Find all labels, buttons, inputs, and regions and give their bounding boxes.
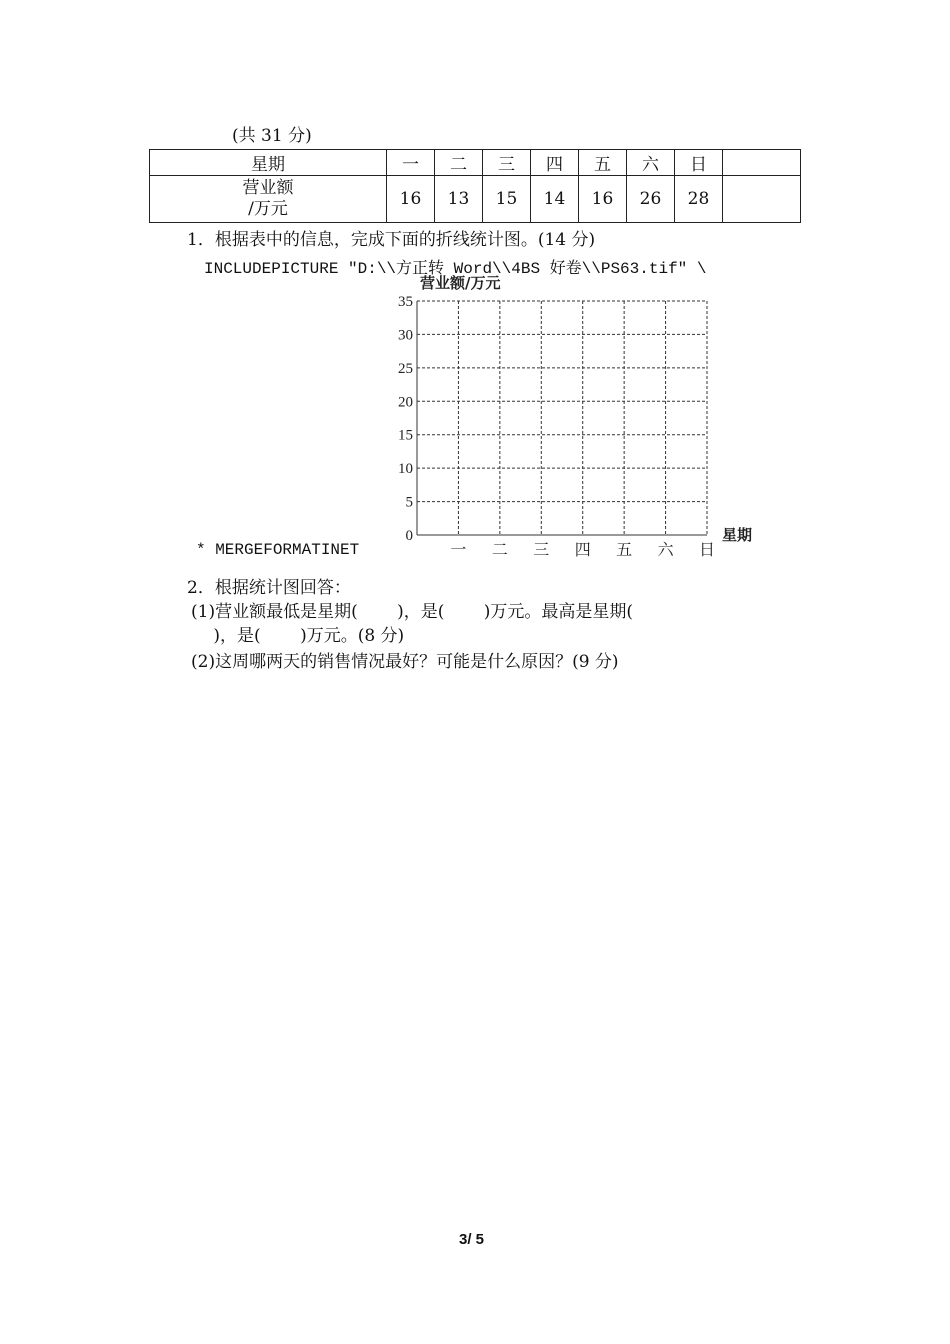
chart-grid xyxy=(417,301,707,535)
table-cell-value: 28 xyxy=(675,176,723,223)
table-cell-value: 26 xyxy=(627,176,675,223)
revenue-header-line2: /万元 xyxy=(248,199,288,219)
table-cell-value: 15 xyxy=(483,176,531,223)
y-axis-title: 营业额/万元 xyxy=(420,274,501,292)
field-code-mergeformat: * MERGEFORMATINET xyxy=(196,541,360,559)
table-cell-value: 16 xyxy=(387,176,435,223)
y-tick-label: 10 xyxy=(398,461,413,478)
table-cell-day: 二 xyxy=(435,150,483,176)
x-tick-label: 四 xyxy=(574,540,591,559)
table-header-revenue xyxy=(150,176,387,223)
x-tick-label: 二 xyxy=(491,540,508,559)
table-cell-value: 14 xyxy=(531,176,579,223)
y-tick-label: 25 xyxy=(398,360,413,377)
question-2-1-line2: )，是( )万元。(8 分) xyxy=(191,626,405,646)
x-tick-label: 三 xyxy=(533,540,550,559)
field-code-includepicture: INCLUDEPICTURE "D:\\方正转 Word\\4BS 好卷\\PS63.tif" \ xyxy=(204,260,707,278)
table-cell-value: 13 xyxy=(435,176,483,223)
table-cell-empty xyxy=(723,150,801,176)
y-tick-label: 15 xyxy=(398,427,413,444)
y-tick-label: 20 xyxy=(398,394,413,411)
page-number: 3/ 5 xyxy=(459,1231,485,1248)
question-2: 2．根据统计图回答： xyxy=(187,578,351,598)
table-cell-day: 六 xyxy=(627,150,675,176)
revenue-header-line1: 营业额 xyxy=(242,178,294,198)
x-tick-label: 日 xyxy=(698,540,716,559)
x-axis-title: 星期 xyxy=(722,526,753,544)
table-cell-empty xyxy=(723,176,801,223)
y-tick-label: 30 xyxy=(398,327,413,344)
x-tick-label: 一 xyxy=(450,540,467,559)
table-cell-day: 三 xyxy=(483,150,531,176)
table-cell-value: 16 xyxy=(579,176,627,223)
table-cell-day: 五 xyxy=(579,150,627,176)
table-cell-day: 四 xyxy=(531,150,579,176)
sales-table xyxy=(149,149,801,223)
table-cell-day: 一 xyxy=(387,150,435,176)
y-tick-label: 0 xyxy=(405,528,413,544)
question-2-2: (2)这周哪两天的销售情况最好？可能是什么原因？(9 分) xyxy=(191,652,619,672)
score-note: (共 31 分) xyxy=(232,126,312,146)
line-chart-grid xyxy=(385,270,765,570)
question-1: 1．根据表中的信息，完成下面的折线统计图。(14 分) xyxy=(187,230,596,250)
table-row xyxy=(150,150,801,176)
table-cell-day: 日 xyxy=(675,150,723,176)
question-2-1-line1: (1)营业额最低是星期( )，是( )万元。最高是星期( xyxy=(191,602,634,622)
y-tick-label: 5 xyxy=(405,494,413,511)
x-tick-label: 六 xyxy=(657,540,674,559)
table-header-weekday: 星期 xyxy=(150,150,387,176)
table-row xyxy=(150,176,801,223)
x-tick-label: 五 xyxy=(616,540,633,559)
chart-ticks xyxy=(398,294,715,559)
y-tick-label: 35 xyxy=(398,294,413,310)
